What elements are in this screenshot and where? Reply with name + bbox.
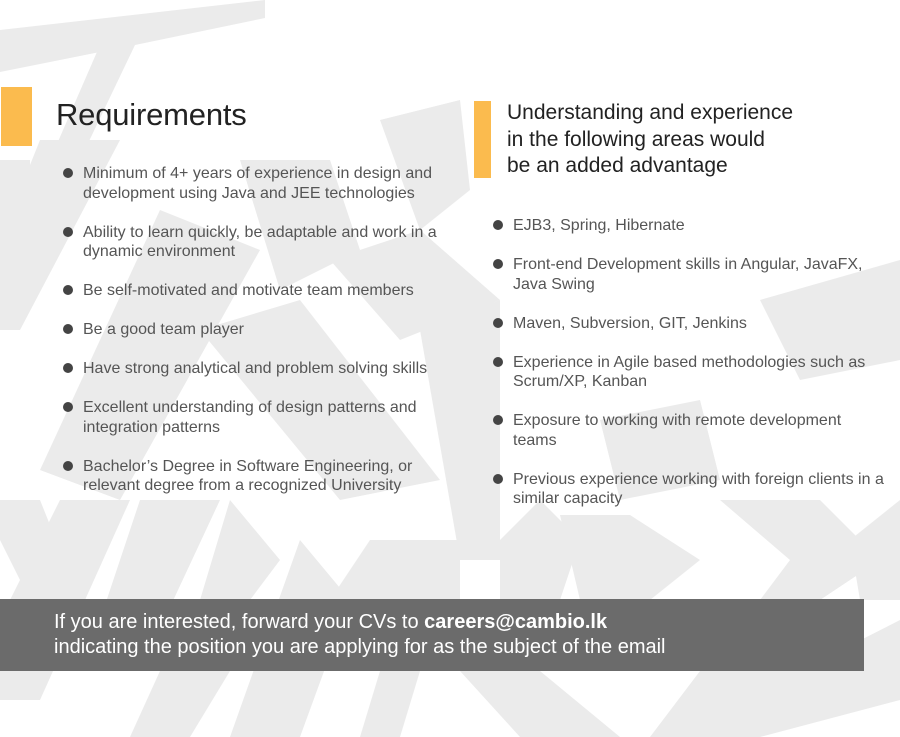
list-item [62,320,457,340]
list-item-text: Ability to learn quickly, be adaptable and work in a dynamic environment [83,223,437,260]
list-item-text: Maven, Subversion, GIT, Jenkins [513,314,747,332]
advantage-accent-bar [474,101,491,178]
bullet-icon [493,220,503,230]
list-item [492,255,887,294]
list-item-text: EJB3, Spring, Hibernate [513,217,685,234]
list-item [492,411,887,450]
list-item-text: Minimum of 4+ years of experience in design and development using Java and JEE technologies [83,165,433,202]
advantage-list [492,216,887,528]
bullet-icon [493,318,503,328]
list-item-text: Exposure to working with remote development teams [513,412,842,449]
footer-line-1 [54,610,607,635]
bullet-icon [493,259,503,269]
advantage-title-line: be an added advantage [507,154,728,177]
bullet-icon [63,402,73,412]
bullet-icon [63,168,73,178]
list-item-text: Be a good team player [83,321,244,338]
apply-footer-banner [0,599,864,671]
list-item [492,314,887,334]
advantage-title [507,100,867,180]
list-item-text: Experience in Agile based methodologies such as Scrum/XP, Kanban [513,353,866,390]
list-item [62,398,457,437]
advantage-title-line: Understanding and experience [507,101,794,124]
list-item [62,359,457,379]
list-item [492,216,887,236]
list-item-text: Be self-motivated and motivate team members [83,282,414,299]
advantage-title-line: in the following areas would [507,127,765,151]
list-item [492,470,887,509]
bullet-icon [493,357,503,367]
bullet-icon [63,227,73,237]
requirements-accent-bar [1,87,32,146]
requirements-title: Requirements [56,97,247,132]
list-item [62,281,457,301]
list-item-text: Excellent understanding of design patterns and integration patterns [83,399,417,436]
requirements-list [62,164,457,515]
bullet-icon [493,415,503,425]
list-item [492,353,887,392]
footer-intro-text: If you are interested, forward your CVs to [54,611,425,633]
list-item [62,164,457,203]
list-item-text: Bachelor’s Degree in Software Engineering, or relevant degree from a recognized University [83,457,413,494]
bullet-icon [63,324,73,334]
list-item-text: Have strong analytical and problem solving skills [83,360,428,377]
list-item [62,457,457,496]
bullet-icon [493,474,503,484]
bullet-icon [63,461,73,471]
careers-email-link[interactable]: careers@cambio.lk [424,611,608,633]
footer-line-2: indicating the position you are applying for as the subject of the email [54,636,666,658]
bullet-icon [63,363,73,373]
list-item-text: Front-end Development skills in Angular, JavaFX, Java Swing [513,256,863,293]
list-item-text: Previous experience working with foreign clients in a similar capacity [513,470,884,507]
bullet-icon [63,285,73,295]
list-item [62,223,457,262]
